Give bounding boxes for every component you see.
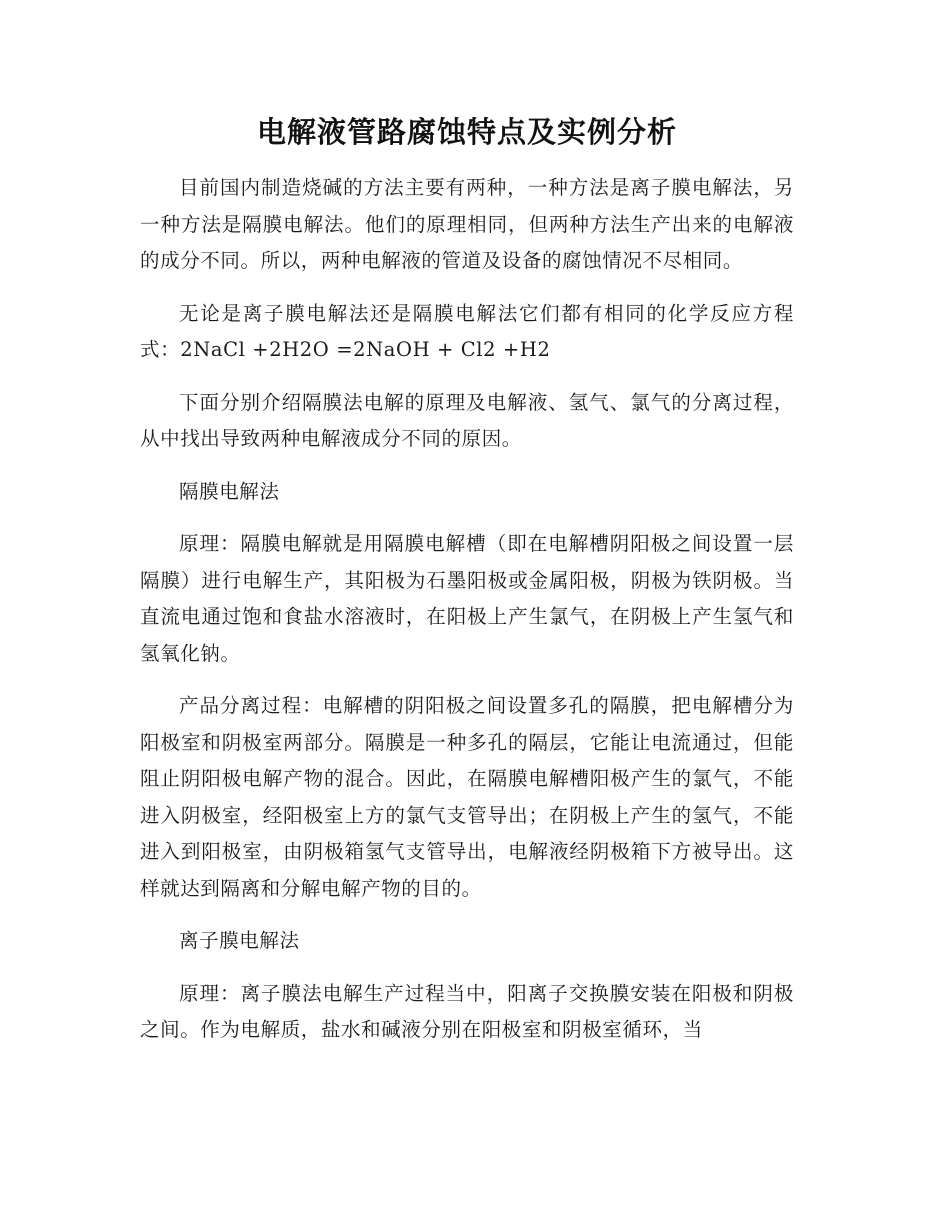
paragraph-diaphragm-principle: 原理：隔膜电解就是用隔膜电解槽（即在电解槽阴阳极之间设置一层隔膜）进行电解生产，其阳极为石墨阳极或金属阳极，阴极为铁阴极。当直流电通过饱和食盐水溶液时，在阳极上产生氯气，在阴极上产生氢气和氢氧化钠。 — [140, 532, 794, 665]
paragraph-overview: 下面分别介绍隔膜法电解的原理及电解液、氢气、氯气的分离过程，从中找出导致两种电解液成分不同的原因。 — [140, 390, 794, 450]
paragraph-diaphragm-separation: 产品分离过程：电解槽的阴阳极之间设置多孔的隔膜，把电解槽分为阳极室和阴极室两部分。隔膜是一种多孔的隔层，它能让电流通过，但能阻止阴阳极电解产物的混合。因此，在隔膜电解槽阳极产生的氯气，不能进入阴极室，经阳极室上方的氯气支管导出；在阴极上产生的氢气，不能进入到阳极室，由阴极箱氢气支管导出，电解液经阴极箱下方被导出。这样就达到隔离和分解电解产物的目的。 — [140, 694, 794, 900]
document-page — [140, 112, 794, 1065]
document-title: 电解液管路腐蚀特点及实例分析 — [256, 115, 677, 149]
section-heading-ion-membrane: 离子膜电解法 — [179, 929, 300, 952]
paragraph-reaction-equation: 无论是离子膜电解法还是隔膜电解法它们都有相同的化学反应方程式：2NaCl +2H2O =2NaOH + Cl2 +H2 — [140, 301, 794, 361]
paragraph-ion-membrane-principle: 原理：离子膜法电解生产过程当中，阳离子交换膜安装在阳极和阴极之间。作为电解质，盐水和碱液分别在阳极室和阴极室循环，当 — [140, 981, 794, 1041]
section-heading-diaphragm: 隔膜电解法 — [179, 479, 280, 503]
paragraph-intro: 目前国内制造烧碱的方法主要有两种，一种方法是离子膜电解法，另一种方法是隔膜电解法。他们的原理相同，但两种方法生产出来的电解液的成分不同。所以，两种电解液的管道及设备的腐蚀情况不尽相同。 — [140, 176, 794, 272]
